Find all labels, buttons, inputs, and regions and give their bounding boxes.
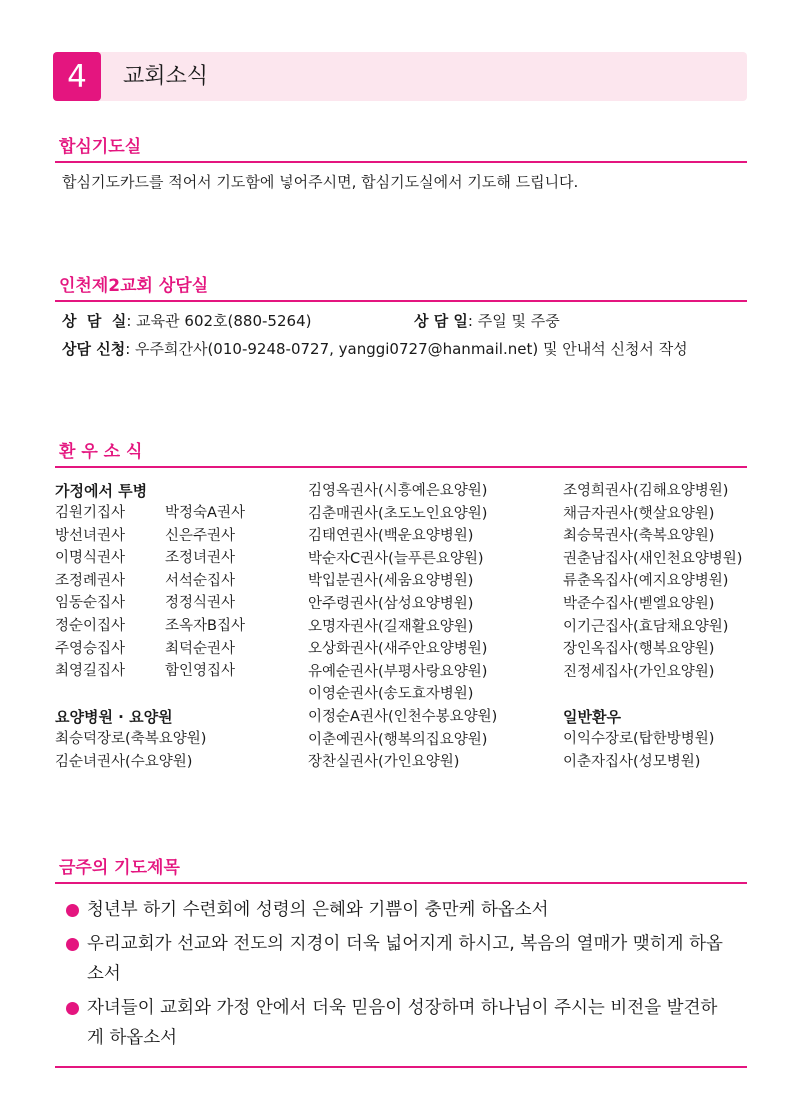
counsel-day-label: 상 담 일 <box>414 312 468 330</box>
list-item: 최영길집사 <box>55 663 126 680</box>
counsel-title: 인천제2교회 상담실 <box>59 276 209 296</box>
home-patients-heading: 가정에서 투병 <box>55 482 148 500</box>
prayer-topic-text: 자녀들이 교회와 가정 안에서 더욱 믿음이 성장하며 하나님이 주시는 비전을 발견하게 하옵소서 <box>87 998 718 1048</box>
hospital-heading: 요양병원 · 요양원 <box>55 708 173 726</box>
counsel-apply-value: : 우주희간사(010-9248-0727, yanggi0727@hanmail.net) 및 안내석 신청서 작성 <box>125 340 688 358</box>
list-item: 조영희권사(김해요양병원) <box>563 483 729 499</box>
prayer-room-text: 합심기도카드를 적어서 기도함에 넣어주시면, 합심기도실에서 기도해 드립니다. <box>62 173 579 191</box>
hospital-list <box>55 728 206 773</box>
list-item: 이기근집사(효담채요양원) <box>563 618 729 635</box>
list-item: 이춘예권사(행복의집요양원) <box>308 731 488 748</box>
bullet-dot-icon <box>66 904 79 917</box>
list-item: 김원기집사 <box>55 505 126 521</box>
list-item: 임동순집사 <box>55 595 126 612</box>
section-number-badge: 4 <box>53 52 101 101</box>
list-item: 김태연권사(백운요양병원) <box>308 528 474 545</box>
patients-col4 <box>563 480 742 683</box>
prayer-topic-text: 우리교회가 선교와 전도의 지경이 더욱 넓어지게 하시고, 복음의 열매가 맺히게 하옵소서 <box>87 934 723 984</box>
counsel-apply-label: 상담 신청 <box>62 340 126 358</box>
list-item: 이익수장로(탑한방병원) <box>563 731 715 747</box>
list-item: 박준수집사(벧엘요양원) <box>563 595 715 612</box>
counsel-day-value: : 주일 및 주중 <box>467 312 560 330</box>
list-item: 신은주권사 <box>165 527 236 544</box>
list-item: 진정세집사(가인요양원) <box>563 663 715 680</box>
counsel-apply <box>62 338 688 360</box>
list-item: 김순녀권사(수요양원) <box>55 753 193 770</box>
bullet-dot-icon <box>66 938 79 951</box>
prayer-room-divider <box>55 161 747 163</box>
list-item: 최덕순권사 <box>165 640 236 657</box>
home-patients-col1 <box>55 502 125 683</box>
list-item: 방선녀권사 <box>55 527 126 544</box>
patients-divider <box>55 466 747 468</box>
list-item: 서석순집사 <box>165 572 236 589</box>
list-item: 오명자권사(길재활요양원) <box>308 618 474 635</box>
list-item: 박순자C권사(늘푸른요양원) <box>308 550 484 567</box>
general-patients-list <box>563 728 714 773</box>
list-item: 장인옥집사(행복요양원) <box>563 641 715 658</box>
list-item: 안주령권사(삼성요양병원) <box>308 595 474 612</box>
list-item: 김영옥권사(시흥예은요양원) <box>308 483 488 499</box>
list-item: 김춘매권사(초도노인요양원) <box>308 505 488 522</box>
prayer-topic-text: 청년부 하기 수련회에 성령의 은혜와 기쁨이 충만케 하옵소서 <box>87 900 549 920</box>
prayer-topic-item <box>64 929 734 989</box>
prayer-topic-item <box>64 993 734 1053</box>
list-item: 이춘자집사(성모병원) <box>563 753 701 770</box>
general-patients-heading: 일반환우 <box>563 708 621 726</box>
list-item: 최승덕장로(축복요양원) <box>55 731 207 747</box>
list-item: 유예순권사(부평사랑요양원) <box>308 663 488 680</box>
patients-col3 <box>308 480 497 774</box>
prayer-room-title: 합심기도실 <box>59 137 142 157</box>
counsel-place <box>62 310 311 332</box>
list-item: 이영순권사(송도효자병원) <box>308 686 474 703</box>
list-item: 채금자권사(햇살요양원) <box>563 505 715 522</box>
prayer-topic-item <box>64 895 734 925</box>
list-item: 이명식권사 <box>55 550 126 567</box>
list-item: 정정식권사 <box>165 595 236 612</box>
list-item: 조정녀권사 <box>165 550 236 567</box>
patients-title: 환 우 소 식 <box>59 442 143 462</box>
prayer-topics-list <box>64 895 734 1057</box>
list-item: 장찬실권사(가인요양원) <box>308 754 460 771</box>
list-item: 권춘남집사(새인천요양병원) <box>563 550 743 567</box>
list-item: 조정례권사 <box>55 572 126 589</box>
list-item: 이정순A권사(인천수봉요양원) <box>308 708 498 725</box>
bottom-divider <box>55 1066 747 1068</box>
list-item: 정순이집사 <box>55 617 126 634</box>
counsel-day <box>414 310 560 332</box>
counsel-divider <box>55 300 747 302</box>
list-item: 박정숙A권사 <box>165 505 245 521</box>
prayer-topics-divider <box>55 882 747 884</box>
prayer-topics-title: 금주의 기도제목 <box>59 858 180 878</box>
list-item: 함인영집사 <box>165 663 236 680</box>
list-item: 오상화권사(새주안요양병원) <box>308 641 488 658</box>
list-item: 박입분권사(세움요양병원) <box>308 573 474 590</box>
list-item: 조옥자B집사 <box>165 617 245 634</box>
counsel-place-value: : 교육관 602호(880-5264) <box>126 312 312 330</box>
home-patients-col2 <box>165 502 245 683</box>
list-item: 류춘옥집사(예지요양병원) <box>563 573 729 590</box>
bullet-dot-icon <box>66 1002 79 1015</box>
counsel-place-label: 상 담 실 <box>62 312 127 330</box>
list-item: 주영승집사 <box>55 640 126 657</box>
page-title: 교회소식 <box>123 64 209 89</box>
list-item: 최승묵권사(축복요양원) <box>563 528 715 545</box>
